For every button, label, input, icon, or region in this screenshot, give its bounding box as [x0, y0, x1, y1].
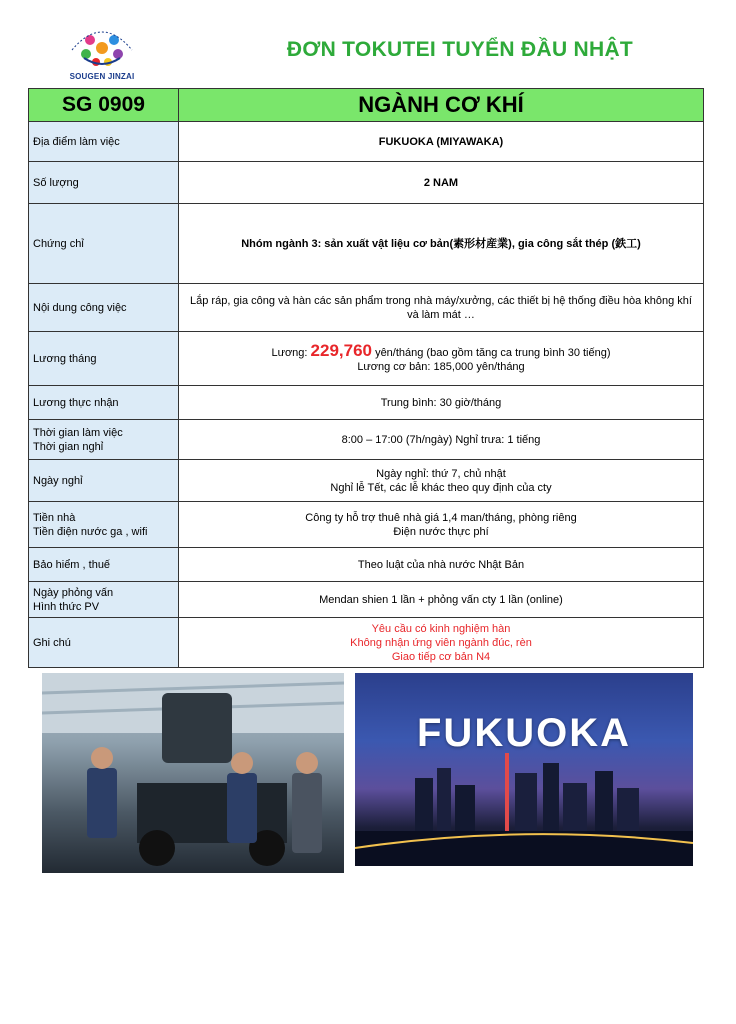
row-value: Theo luật của nhà nước Nhật Bản — [179, 548, 704, 582]
city-caption: FUKUOKA — [417, 711, 631, 755]
factory-scene-icon — [42, 673, 344, 873]
fukuoka-city-photo — [355, 673, 693, 866]
table-row — [29, 284, 704, 332]
table-row — [29, 122, 704, 162]
row-label: Bảo hiểm , thuế — [29, 548, 179, 582]
table-row — [29, 420, 704, 460]
industry-title: NGÀNH CƠ KHÍ — [179, 89, 704, 122]
row-label: Lương tháng — [29, 332, 179, 386]
order-code: SG 0909 — [29, 89, 179, 122]
row-label: Lương thực nhận — [29, 386, 179, 420]
row-value-line: Lắp ráp, gia công và hàn các sản phẩm trong nhà máy/xưởng, các thiết bị hệ thống điều hòa không khí — [190, 294, 692, 307]
note-line: Không nhận ứng viên ngành đúc, rèn — [350, 636, 532, 649]
job-info-table — [28, 88, 704, 668]
row-label: Số lượng — [29, 162, 179, 204]
row-label: Địa điểm làm việc — [29, 122, 179, 162]
row-value: FUKUOKA (MIYAWAKA) — [179, 122, 704, 162]
row-label-line: Ngày phỏng vấn — [33, 586, 114, 599]
note-line: Giao tiếp cơ bản N4 — [391, 650, 491, 663]
row-value: Nhóm ngành 3: sản xuất vật liệu cơ bản(素形材産業), gia công sắt thép (鉄工) — [179, 204, 704, 284]
table-row — [29, 618, 704, 668]
salary-suffix: yên/tháng (bao gồm tăng ca trung bình 30 tiếng) — [375, 346, 611, 359]
table-row — [29, 502, 704, 548]
row-label: Ngày nghỉ — [29, 460, 179, 502]
row-label-line: Tiền điện nước ga , wifi — [33, 525, 148, 538]
row-value — [179, 460, 704, 502]
company-logo — [62, 20, 142, 86]
row-label-line: Thời gian nghỉ — [33, 440, 104, 453]
row-value — [179, 284, 704, 332]
table-row — [29, 204, 704, 284]
row-label: Ghi chú — [29, 618, 179, 668]
document-title: ĐƠN TOKUTEI TUYỂN ĐẦU NHẬT — [286, 38, 634, 61]
row-label: Chứng chỉ — [29, 204, 179, 284]
row-label-line: Hình thức PV — [33, 600, 100, 613]
row-label — [29, 582, 179, 618]
row-label — [29, 420, 179, 460]
row-value: 2 NAM — [179, 162, 704, 204]
salary-prefix: Lương: — [271, 346, 308, 359]
row-value — [179, 332, 704, 386]
row-value-line: và làm mát … — [407, 308, 475, 321]
table-row — [29, 460, 704, 502]
row-label-line: Tiền nhà — [33, 511, 76, 524]
table-header-row — [29, 89, 704, 122]
table-row — [29, 162, 704, 204]
row-label-line: Thời gian làm việc — [33, 426, 123, 439]
row-value: 8:00 – 17:00 (7h/ngày) Nghỉ trưa: 1 tiếng — [179, 420, 704, 460]
row-value — [179, 502, 704, 548]
row-value: Trung bình: 30 giờ/tháng — [179, 386, 704, 420]
factory-workers-photo — [42, 673, 344, 873]
row-value-line: Ngày nghỉ: thứ 7, chủ nhật — [376, 467, 506, 480]
table-row — [29, 332, 704, 386]
table-row — [29, 548, 704, 582]
table-row — [29, 582, 704, 618]
row-label: Nội dung công việc — [29, 284, 179, 332]
logo-people-icon — [62, 20, 142, 72]
row-value: Mendan shien 1 lần + phỏng vấn cty 1 lần (online) — [179, 582, 704, 618]
salary-amount: 229,760 — [310, 340, 372, 360]
base-salary: Lương cơ bản: 185,000 yên/tháng — [357, 360, 525, 373]
row-value-line: Công ty hỗ trợ thuê nhà giá 1,4 man/tháng, phòng riêng — [305, 511, 577, 524]
row-value-line: Điện nước thực phí — [393, 525, 489, 538]
note-line: Yêu cầu có kinh nghiệm hàn — [371, 622, 511, 635]
city-skyline-icon — [355, 673, 693, 866]
row-value-line: Nghỉ lễ Tết, các lễ khác theo quy định của cty — [330, 481, 552, 494]
logo-text: SOUGEN JINZAI — [69, 72, 135, 81]
row-label — [29, 502, 179, 548]
notes-value — [179, 618, 704, 668]
table-row — [29, 386, 704, 420]
document-header — [0, 0, 736, 88]
salary-line — [183, 340, 699, 360]
